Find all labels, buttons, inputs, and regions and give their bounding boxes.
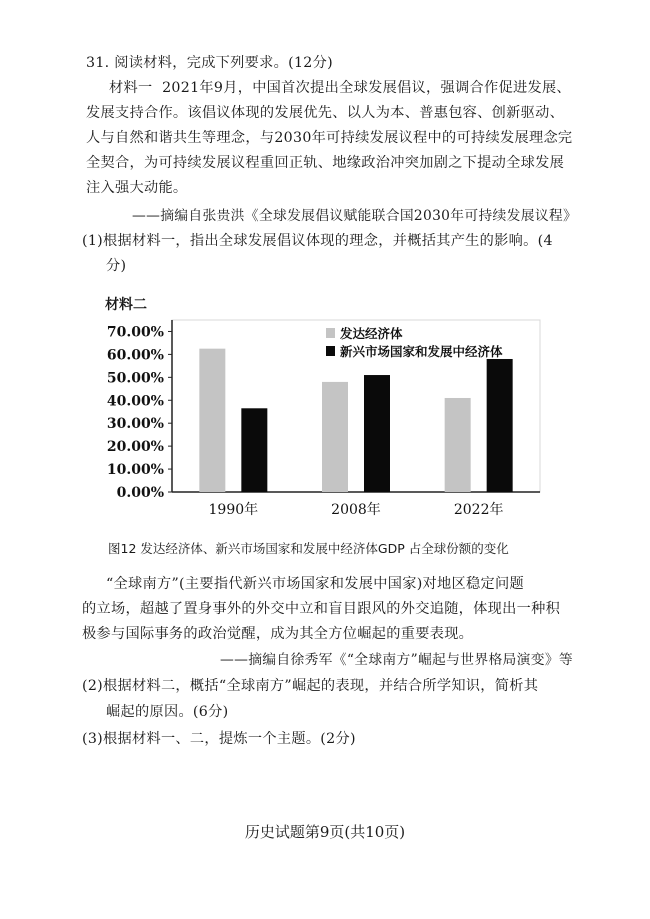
material1-line-4: 全契合，为可持续发展议程重回正轨、地缘政治冲突加剧之下提动全球发展 <box>86 155 565 171</box>
q2-line-1: (2)根据材料二，概括“全球南方”崛起的表现，并结合所学知识，简析其 <box>82 678 539 694</box>
y-tick-label: 60.00% <box>106 347 164 364</box>
page-footer: 历史试题第9页(共10页) <box>244 823 406 841</box>
x-tick-label: 2022年 <box>453 502 504 518</box>
y-tick-label: 10.00% <box>106 462 164 479</box>
y-tick-label: 20.00% <box>106 439 164 456</box>
gdp-share-chart-svg <box>100 312 560 522</box>
material1-line-5: 注入强大动能。 <box>86 180 188 196</box>
x-tick-label: 2008年 <box>331 502 381 518</box>
y-tick-label: 50.00% <box>106 370 164 387</box>
material1-source: ——摘编自张贵洪《全球发展倡议赋能联合国2030年可持续发展议程》 <box>132 208 578 224</box>
material2-line-1: “全球南方”(主要指代新兴市场国家和发展中国家)对地区稳定问题 <box>106 576 524 592</box>
material1-line-2: 发展支持合作。该倡议体现的发展优先、以人为本、普惠包容、创新驱动、 <box>86 105 565 121</box>
material1-line-3: 人与自然和谐共生等理念，与2030年可持续发展议程中的可持续发展理念完 <box>86 130 573 146</box>
bar-developed <box>199 349 225 492</box>
legend-swatch <box>326 346 335 356</box>
gdp-share-chart <box>100 312 560 522</box>
legend-label: 新兴市场国家和发展中经济体 <box>340 344 503 359</box>
material1-line-1 <box>109 78 571 98</box>
bar-emerging <box>241 408 267 492</box>
y-tick-label: 30.00% <box>106 416 164 433</box>
q3: (3)根据材料一、二，提炼一个主题。(2分) <box>82 731 356 747</box>
bar-emerging <box>487 359 513 492</box>
material1-label: 材料一 <box>109 80 153 96</box>
legend-label: 发达经济体 <box>340 326 403 341</box>
material2-line-3: 极参与国际事务的政治觉醒，成为其全方位崛起的重要表现。 <box>82 626 474 642</box>
q1-line-2: 分) <box>106 258 127 274</box>
material1-text: 2021年9月，中国首次提出全球发展倡议，强调合作促进发展、 <box>162 80 571 96</box>
bar-developed <box>322 382 348 492</box>
x-tick-label: 1990年 <box>208 502 259 518</box>
figure-caption: 图12 发达经济体、新兴市场国家和发展中经济体GDP 占全球份额的变化 <box>108 541 509 556</box>
question-header: 31. 阅读材料，完成下列要求。(12分) <box>86 55 333 71</box>
material2-label: 材料二 <box>105 297 147 313</box>
material2-line-2: 的立场，超越了置身事外的外交中立和盲目跟风的外交追随，体现出一种积 <box>82 601 561 617</box>
y-tick-label: 40.00% <box>106 393 164 410</box>
legend-swatch <box>326 328 335 338</box>
bar-emerging <box>364 375 390 492</box>
bar-developed <box>445 398 471 492</box>
q2-line-2: 崛起的原因。(6分) <box>106 704 229 720</box>
q1-line-1: (1)根据材料一，指出全球发展倡议体现的理念，并概括其产生的影响。(4 <box>82 233 553 249</box>
y-tick-label: 0.00% <box>116 485 164 501</box>
material2-source: ——摘编自徐秀军《“全球南方”崛起与世界格局演变》等 <box>220 652 574 668</box>
y-tick-label: 70.00% <box>106 324 164 341</box>
